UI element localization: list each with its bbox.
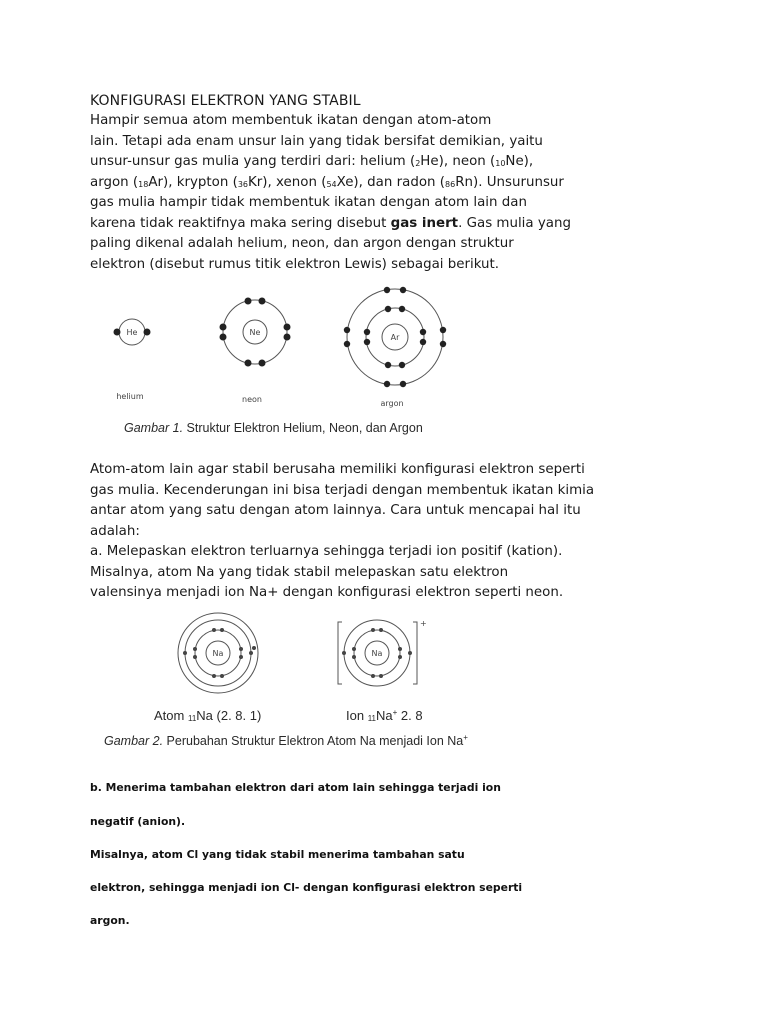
electron: [259, 298, 266, 305]
neon-label: neon: [242, 395, 262, 404]
electron: [239, 647, 243, 651]
electron: [385, 306, 391, 312]
electron: [344, 327, 350, 333]
electron: [384, 381, 390, 387]
stability-line: Misalnya, atom Na yang tidak stabil melepaskan satu elektron: [90, 564, 509, 580]
ion-bracket-right: [413, 622, 417, 684]
electron: [344, 341, 350, 347]
electron: [252, 646, 256, 650]
electron: [398, 647, 402, 651]
helium-label: helium: [116, 392, 144, 401]
intro-line: Hampir semua atom membentuk ikatan dengan atom-atom: [90, 113, 492, 128]
electron: [440, 327, 446, 333]
electron: [220, 674, 224, 678]
stability-paragraph: [90, 460, 600, 604]
stability-line: gas mulia. Kecenderungan ini bisa terjadi dengan membentuk ikatan kimia: [90, 482, 595, 498]
figure-noble-gas-structures: [100, 282, 470, 412]
anion-line: argon.: [90, 914, 130, 927]
helium-symbol: He: [126, 328, 138, 337]
stability-line: a. Melepaskan elektron terluarnya sehingga terjadi ion positif (kation).: [90, 544, 563, 559]
section-heading: KONFIGURASI ELEKTRON YANG STABIL: [90, 93, 361, 109]
electron: [212, 628, 216, 632]
electron: [259, 360, 266, 367]
electron: [220, 628, 224, 632]
anion-line: Misalnya, atom Cl yang tidak stabil menerima tambahan satu: [90, 848, 465, 861]
electron: [284, 324, 291, 331]
argon-symbol: Ar: [390, 333, 400, 342]
figure-sodium-ionization: [170, 608, 440, 698]
electron: [408, 651, 412, 655]
na-ion-symbol: Na: [371, 649, 383, 658]
electron: [352, 655, 356, 659]
na-ion-label: Ion $_{11}$Na+ 2. 8: [346, 708, 423, 723]
electron: [420, 329, 426, 335]
electron: [385, 362, 391, 368]
neon-symbol: Ne: [249, 328, 261, 337]
electron: [249, 651, 253, 655]
stability-line: valensinya menjadi ion Na+ dengan konfigurasi elektron seperti neon.: [90, 585, 564, 600]
electron: [245, 360, 252, 367]
electron: [245, 298, 252, 305]
electron: [352, 647, 356, 651]
ion-charge-sign: +: [420, 619, 427, 628]
electron: [220, 334, 227, 341]
electron: [364, 329, 370, 335]
argon-label: argon: [380, 399, 404, 408]
electron: [284, 334, 291, 341]
intro-line: lain. Tetapi ada enam unsur lain yang tidak bersifat demikian, yaitu: [90, 133, 543, 149]
electron: [342, 651, 346, 655]
electron: [364, 339, 370, 345]
intro-line: unsur-unsur gas mulia yang terdiri dari: helium $(_2He)$, neon $(_{10}Ne)$,: [90, 154, 534, 169]
electron: [212, 674, 216, 678]
figure-1-caption: Gambar 1. Struktur Elektron Helium, Neon, dan Argon: [124, 421, 423, 435]
gas-inert-term: gas inert: [390, 215, 459, 231]
electron: [239, 655, 243, 659]
noble-gas-diagram: [100, 282, 470, 412]
intro-line: gas mulia hampir tidak membentuk ikatan dengan atom lain dan: [90, 195, 527, 210]
stability-line: adalah:: [90, 523, 140, 539]
electron: [420, 339, 426, 345]
intro-line: argon $(_{18}Ar)$, krypton $(_{36}Kr)$, xenon $(_{54}Xe)$, dan radon $(_{86}Rn)$. Unsurunsur: [90, 174, 564, 190]
anion-line: b. Menerima tambahan elektron dari atom lain sehingga terjadi ion: [90, 781, 501, 794]
electron: [183, 651, 187, 655]
anion-line: negatif (anion).: [90, 815, 186, 828]
na-atom-label: Atom $_{11}$Na (2. 8. 1): [154, 708, 262, 723]
electron: [379, 628, 383, 632]
electron: [398, 655, 402, 659]
anion-line: elektron, sehingga menjadi ion Cl- dengan konfigurasi elektron seperti: [90, 881, 523, 894]
electron: [371, 674, 375, 678]
sodium-diagram: [170, 608, 440, 698]
electron: [379, 674, 383, 678]
stability-line: Atom-atom lain agar stabil berusaha memiliki konfigurasi elektron seperti: [90, 462, 585, 477]
figure-2-caption: Gambar 2. Perubahan Struktur Elektron Atom Na menjadi Ion Na+: [104, 733, 468, 748]
intro-line: paling dikenal adalah helium, neon, dan argon dengan struktur: [90, 236, 514, 251]
intro-paragraph: [90, 111, 600, 275]
na-atom-symbol: Na: [212, 649, 224, 658]
electron: [399, 362, 405, 368]
ion-bracket-left: [338, 622, 342, 684]
electron: [399, 306, 405, 312]
electron: [384, 287, 390, 293]
electron: [193, 655, 197, 659]
electron: [144, 329, 151, 336]
stability-line: antar atom yang satu dengan atom lainnya. Cara untuk mencapai hal itu: [90, 503, 581, 518]
electron: [220, 324, 227, 331]
electron: [371, 628, 375, 632]
intro-line: elektron (disebut rumus titik elektron Lewis) sebagai berikut.: [90, 256, 500, 272]
electron: [400, 287, 406, 293]
intro-line: karena tidak reaktifnya maka sering disebut gas inert. Gas mulia yang: [90, 215, 571, 231]
electron: [440, 341, 446, 347]
electron: [193, 647, 197, 651]
electron: [114, 329, 121, 336]
electron: [400, 381, 406, 387]
